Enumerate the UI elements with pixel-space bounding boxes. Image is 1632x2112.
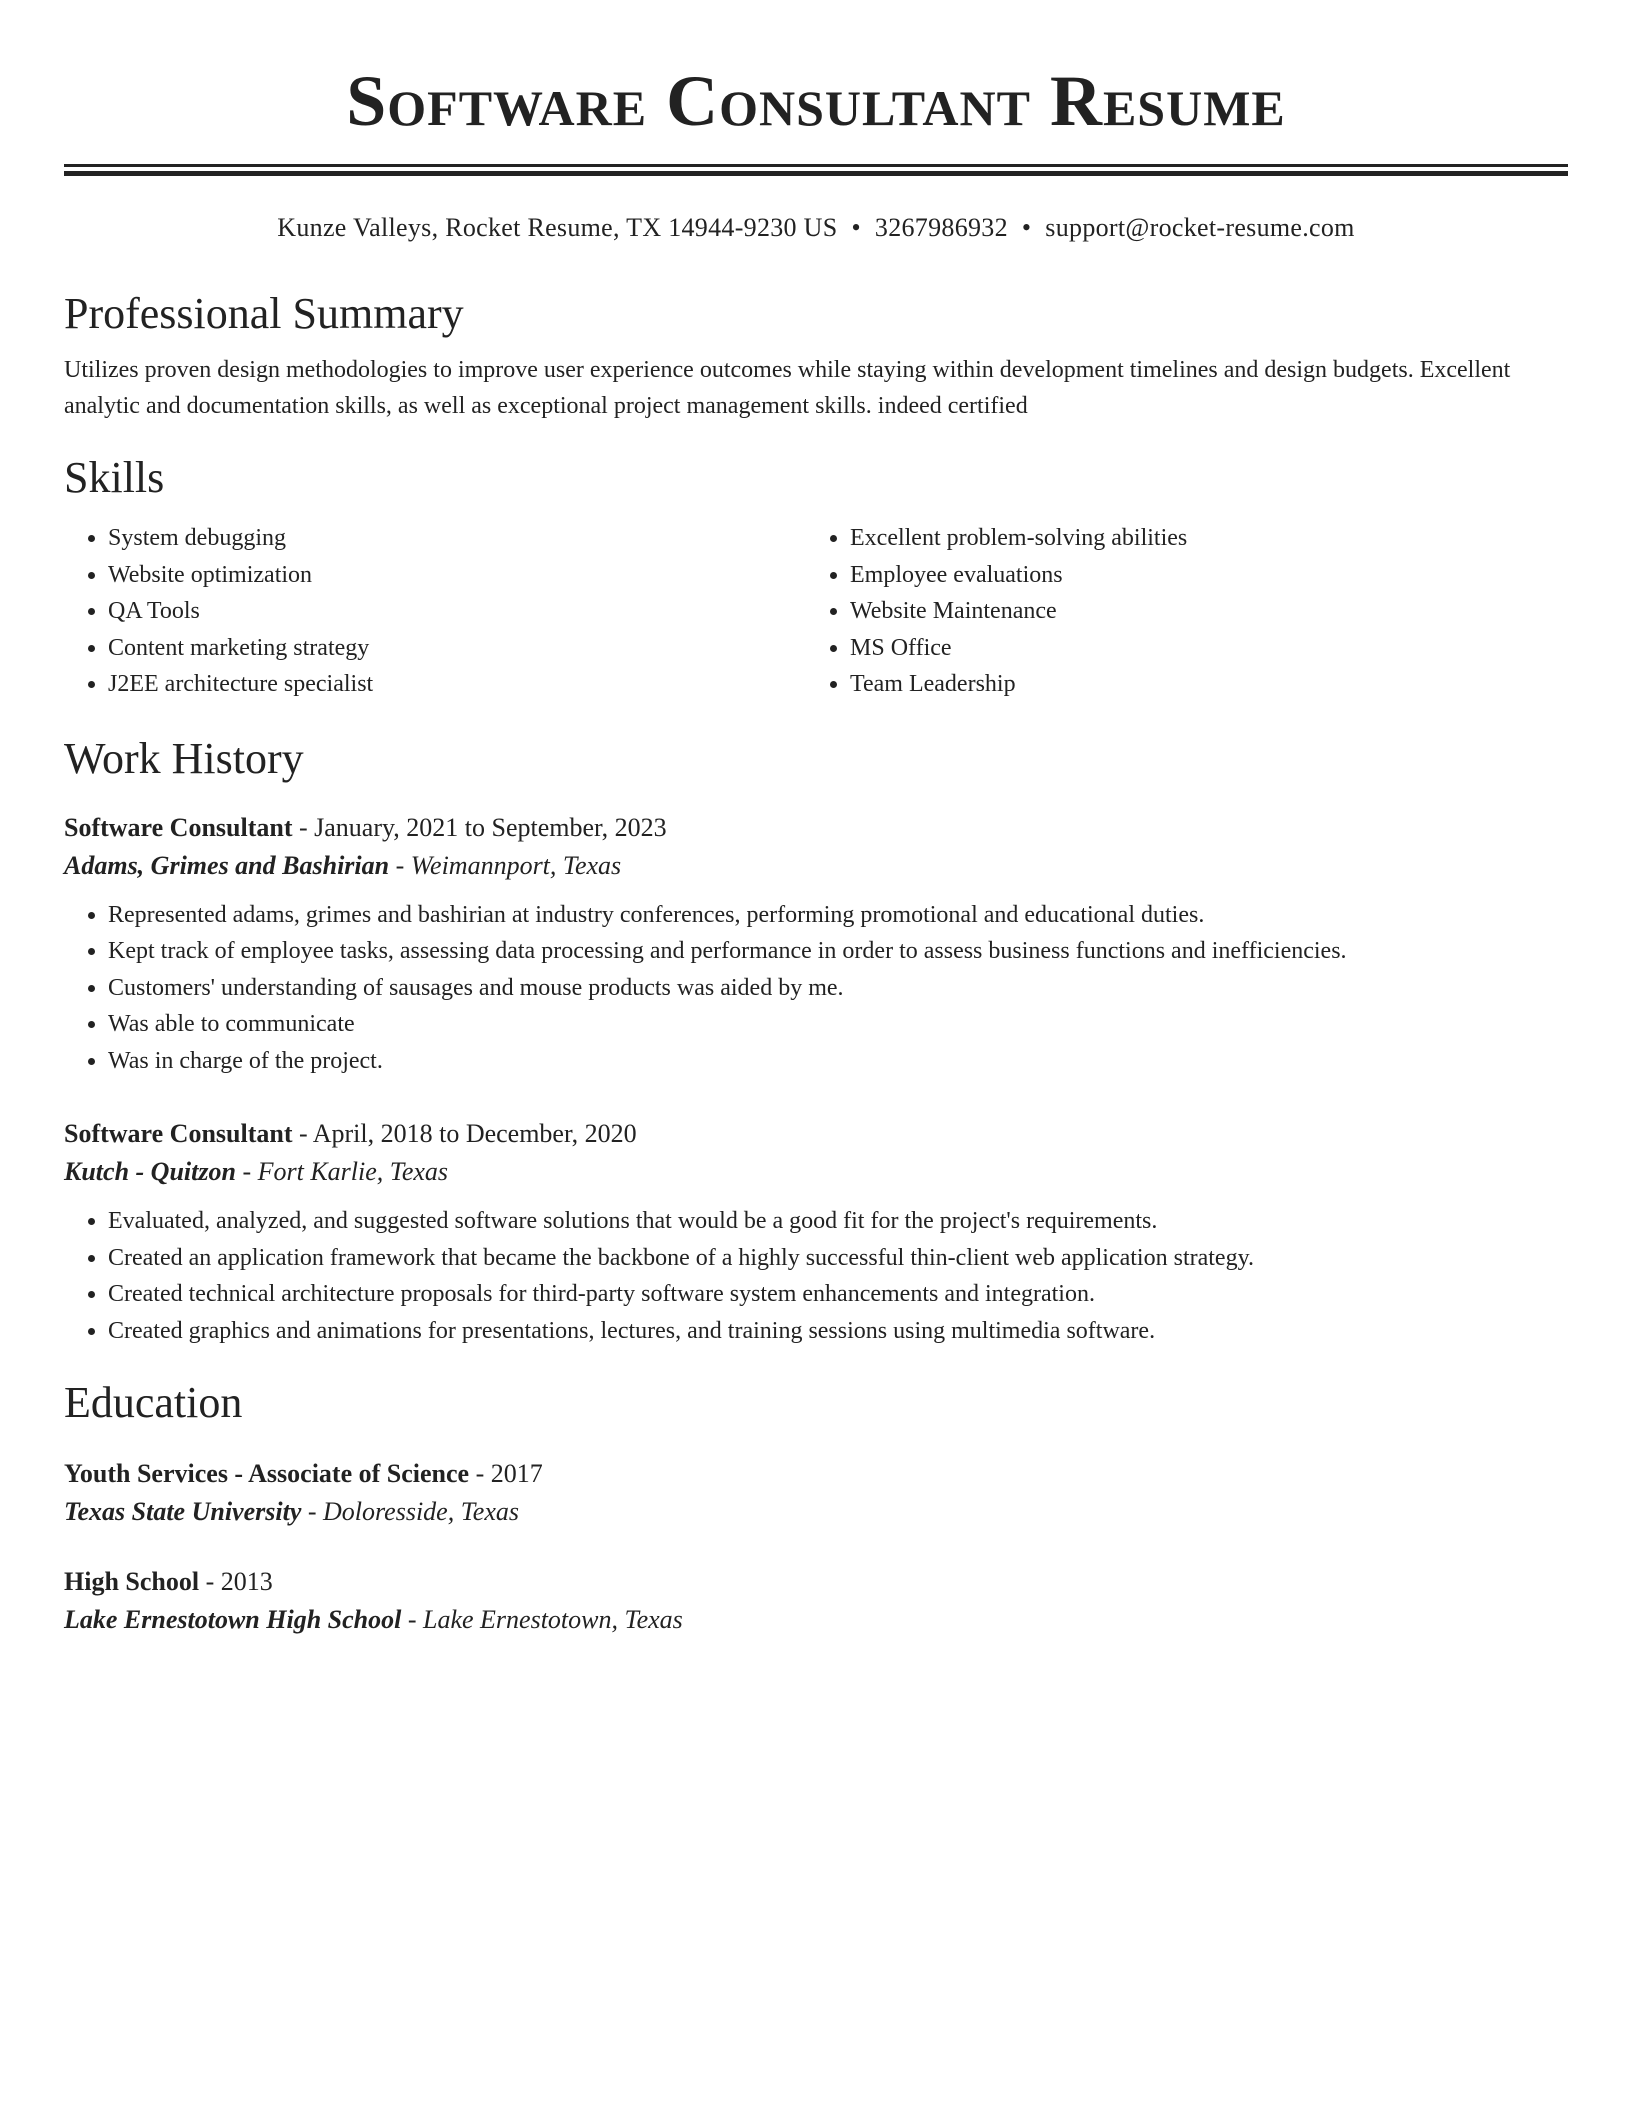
education-heading: Education — [64, 1378, 243, 1427]
job-title: Software Consultant — [64, 1119, 293, 1148]
summary-heading: Professional Summary — [64, 289, 464, 338]
education-year: - 2017 — [469, 1459, 543, 1488]
skill-item: • Employee evaluations — [850, 557, 1548, 594]
job-duties-list — [64, 1203, 1568, 1349]
skill-item: • QA Tools — [108, 593, 806, 630]
summary-text: Utilizes proven design methodologies to improve user experience outcomes while staying within development timelines and design budgets. Excellent analytic and documentation skills, as well as exceptional project management skills. indeed certified — [64, 357, 1511, 419]
job-duty: • Created technical architecture proposals for third-party software system enhancements and integration. — [108, 1276, 1568, 1313]
skills-list-right — [806, 520, 1548, 703]
skills-list-left — [64, 520, 806, 703]
education-school: Lake Ernestotown High School — [64, 1605, 402, 1634]
contact-phone: 3267986932 — [874, 213, 1008, 242]
education-degree-line — [64, 1455, 1568, 1493]
education-school: Texas State University — [64, 1497, 302, 1526]
job-duties-list — [64, 897, 1568, 1080]
skill-item: • Website Maintenance — [850, 593, 1548, 630]
job-duty: • Was in charge of the project. — [108, 1043, 1568, 1080]
education-degree: Youth Services - Associate of Science — [64, 1459, 470, 1488]
job-entry — [64, 1115, 1568, 1349]
job-duty: • Evaluated, analyzed, and suggested software solutions that would be a good fit for the project's requirements. — [108, 1203, 1568, 1240]
skills-columns — [64, 520, 1568, 703]
contact-separator: • — [851, 213, 861, 242]
job-role-line — [64, 1115, 1568, 1153]
job-duty: • Created graphics and animations for presentations, lectures, and training sessions using multimedia software. — [108, 1313, 1568, 1350]
contact-line — [64, 210, 1568, 246]
job-duty: • Represented adams, grimes and bashirian at industry conferences, performing promotional and educational duties. — [108, 897, 1568, 934]
skill-item: • Team Leadership — [850, 666, 1548, 703]
job-company-line — [64, 1153, 1568, 1191]
education-year: - 2013 — [199, 1567, 273, 1596]
job-company: Kutch - Quitzon — [64, 1157, 236, 1186]
contact-separator: • — [1021, 213, 1032, 242]
education-school-line — [64, 1601, 1568, 1639]
job-entry — [64, 809, 1568, 1080]
job-company: Adams, Grimes and Bashirian — [64, 850, 390, 880]
title-divider — [64, 164, 1568, 176]
job-role-line — [64, 809, 1568, 847]
contact-email: support@rocket-resume.com — [1045, 213, 1355, 242]
education-location: - Lake Ernestotown, Texas — [401, 1605, 683, 1634]
skill-item: • Content marketing strategy — [108, 630, 806, 667]
education-entry — [64, 1563, 1568, 1639]
job-company-line — [64, 847, 1568, 885]
education-entry — [64, 1455, 1568, 1531]
job-duty: • Created an application framework that became the backbone of a highly successful thin-client web application strategy. — [108, 1240, 1568, 1277]
resume-title: Software Consultant Resume — [346, 61, 1286, 141]
skill-item: • Excellent problem-solving abilities — [850, 520, 1548, 557]
skill-item: • J2EE architecture specialist — [108, 666, 806, 703]
education-location: - Doloresside, Texas — [301, 1497, 519, 1526]
education-degree: High School — [64, 1567, 200, 1596]
job-dates: - January, 2021 to September, 2023 — [292, 812, 667, 842]
skill-item: • System debugging — [108, 520, 806, 557]
education-school-line — [64, 1493, 1568, 1531]
job-location: - Fort Karlie, Texas — [235, 1157, 449, 1186]
job-dates: - April, 2018 to December, 2020 — [292, 1119, 637, 1148]
job-location: - Weimannport, Texas — [389, 850, 622, 880]
skill-item: • MS Office — [850, 630, 1548, 667]
job-duty: • Was able to communicate — [108, 1006, 1568, 1043]
contact-address: Kunze Valleys, Rocket Resume, TX 14944-9230 US — [277, 213, 838, 242]
job-title: Software Consultant — [64, 812, 293, 842]
job-duty: • Kept track of employee tasks, assessing data processing and performance in order to assess business functions and inefficiencies. — [108, 933, 1568, 970]
skill-item: • Website optimization — [108, 557, 806, 594]
job-duty: • Customers' understanding of sausages and mouse products was aided by me. — [108, 970, 1568, 1007]
work-history-heading: Work History — [64, 733, 304, 783]
skills-heading: Skills — [64, 453, 165, 502]
education-degree-line — [64, 1563, 1568, 1601]
